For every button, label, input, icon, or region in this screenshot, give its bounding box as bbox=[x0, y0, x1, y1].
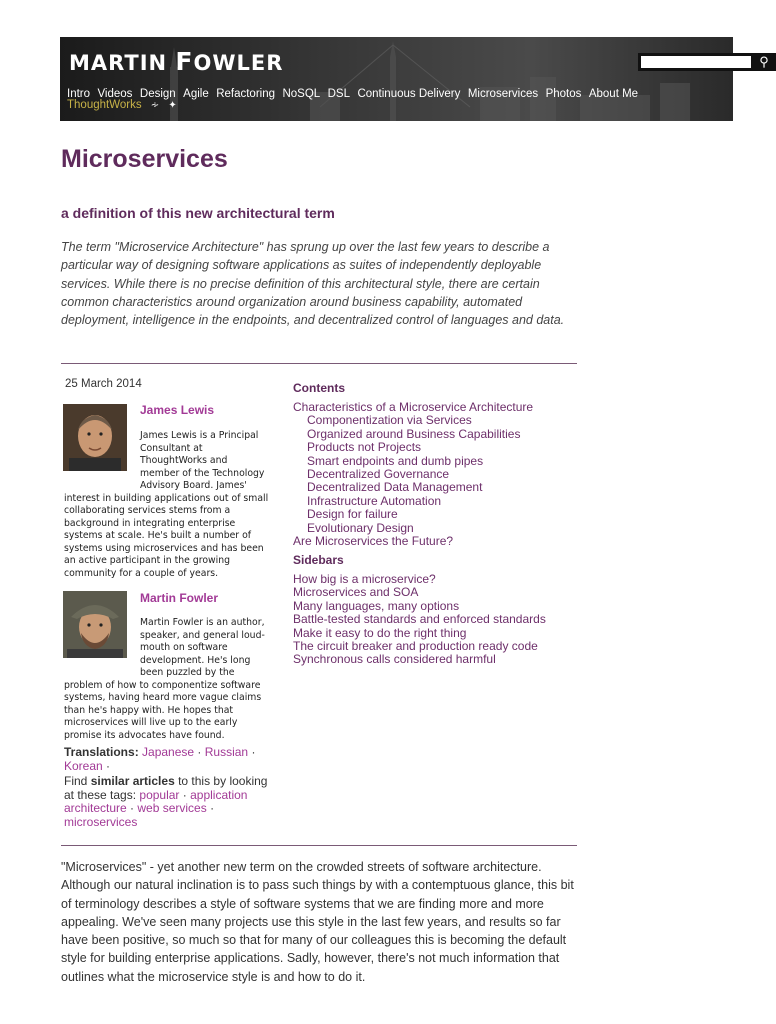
divider bbox=[61, 845, 577, 846]
nav-design[interactable]: Design bbox=[139, 88, 176, 100]
twitter-icon[interactable]: ✦ bbox=[168, 100, 177, 111]
toc-item[interactable]: Characteristics of a Microservice Architecture bbox=[293, 400, 534, 414]
author-name-james-lewis[interactable]: James Lewis bbox=[140, 403, 215, 417]
toc-item[interactable]: Decentralized Governance bbox=[307, 467, 450, 482]
nav-intro[interactable]: Intro bbox=[67, 88, 91, 100]
sidebar-link[interactable]: Many languages, many options bbox=[293, 598, 460, 613]
tag-microservices[interactable]: microservices bbox=[64, 814, 138, 829]
toc-item[interactable]: Smart endpoints and dumb pipes bbox=[307, 453, 484, 468]
nav-microservices[interactable]: Microservices bbox=[467, 88, 539, 100]
translation-japanese[interactable]: Japanese bbox=[142, 745, 195, 759]
publish-date: 25 March 2014 bbox=[65, 378, 142, 390]
sidebars-list bbox=[293, 573, 546, 667]
sidebar-link[interactable]: How big is a microservice? bbox=[293, 572, 436, 586]
toc-item[interactable]: Are Microservices the Future? bbox=[293, 534, 454, 549]
nav-nosql[interactable]: NoSQL bbox=[282, 88, 321, 100]
toc-item[interactable]: Infrastructure Automation bbox=[307, 493, 442, 508]
toc-item[interactable]: Componentization via Services bbox=[307, 413, 472, 428]
rss-icon[interactable]: ∻ bbox=[150, 100, 160, 111]
author-name-martin-fowler[interactable]: Martin Fowler bbox=[140, 591, 219, 605]
sidebar-link[interactable]: Microservices and SOA bbox=[293, 585, 419, 600]
site-header bbox=[60, 37, 769, 121]
search-input[interactable] bbox=[641, 56, 751, 68]
nav-about-me[interactable]: About Me bbox=[588, 88, 639, 100]
divider bbox=[61, 363, 577, 364]
translation-korean[interactable]: Korean bbox=[64, 759, 103, 773]
author-photo-james-lewis[interactable] bbox=[63, 404, 127, 471]
toc-item[interactable]: Design for failure bbox=[307, 507, 398, 522]
search-icon[interactable]: ⚲ bbox=[759, 54, 769, 69]
article-abstract: The term "Microservice Architecture" has sprung up over the last few years to describe a particular way of designing software applications as suites of independently deployable services. While there is no precise definition of this architectural style, there are certain common characteristics around organization around business capability, automated deployment, intelligence in the endpoints, and decentralized control of languages and data. bbox=[61, 240, 565, 328]
nav-videos[interactable]: Videos bbox=[97, 88, 133, 100]
toc-item[interactable]: Products not Projects bbox=[307, 440, 422, 455]
secondary-nav bbox=[67, 99, 177, 111]
sidebars-heading: Sidebars bbox=[293, 553, 344, 567]
sidebar-link[interactable]: Battle-tested standards and enforced standards bbox=[293, 612, 546, 627]
thoughtworks-link[interactable]: ThoughtWorks bbox=[67, 99, 142, 111]
page-title: Microservices bbox=[61, 145, 228, 173]
search-box bbox=[638, 53, 776, 71]
article-body: "Microservices" - yet another new term on the crowded streets of software architecture. Although our natural inclination is to pass such things by with a contemptuous glance, this bit of terminology describes a style of software systems that we are finding more and more appealing. We've seen many projects use this style in the last few years, and results so far have been positive, so much so that for many of our colleagues this is becoming the default style for building enterprise applications. Sadly, however, there's not much information that outlines what the microservice style is and how to do it. bbox=[61, 860, 574, 984]
translations: Translations: Japanese · Russian · Korean · bbox=[64, 745, 256, 773]
author-photo-martin-fowler[interactable] bbox=[63, 591, 127, 658]
similar-articles: Find similar articles to this by looking at these tags: popular · application architecture · web services · microservices bbox=[64, 774, 268, 829]
toc-item[interactable]: Decentralized Data Management bbox=[307, 480, 483, 495]
contents-list bbox=[293, 401, 533, 548]
site-logo[interactable]: MARTIN FOWLER bbox=[69, 47, 284, 76]
sidebar-link[interactable]: Make it easy to do the right thing bbox=[293, 625, 467, 640]
nav-dsl[interactable]: DSL bbox=[327, 88, 350, 100]
tag-application-architecture[interactable]: application architecture bbox=[64, 787, 248, 816]
translation-russian[interactable]: Russian bbox=[204, 745, 249, 759]
sidebar-link[interactable]: The circuit breaker and production ready code bbox=[293, 639, 538, 654]
nav-agile[interactable]: Agile bbox=[183, 88, 209, 100]
tag-popular[interactable]: popular bbox=[139, 787, 180, 802]
contents-heading: Contents bbox=[293, 381, 345, 395]
sidebar-link[interactable]: Synchronous calls considered harmful bbox=[293, 652, 496, 667]
toc-item[interactable]: Organized around Business Capabilities bbox=[307, 426, 521, 441]
nav-photos[interactable]: Photos bbox=[545, 88, 582, 100]
page-subtitle: a definition of this new architectural term bbox=[61, 205, 335, 221]
toc-item[interactable]: Evolutionary Design bbox=[307, 520, 414, 535]
nav-refactoring[interactable]: Refactoring bbox=[216, 88, 275, 100]
translations-label: Translations: bbox=[64, 745, 139, 759]
nav-continuous-delivery[interactable]: Continuous Delivery bbox=[357, 88, 461, 100]
tag-web-services[interactable]: web services bbox=[137, 801, 207, 816]
